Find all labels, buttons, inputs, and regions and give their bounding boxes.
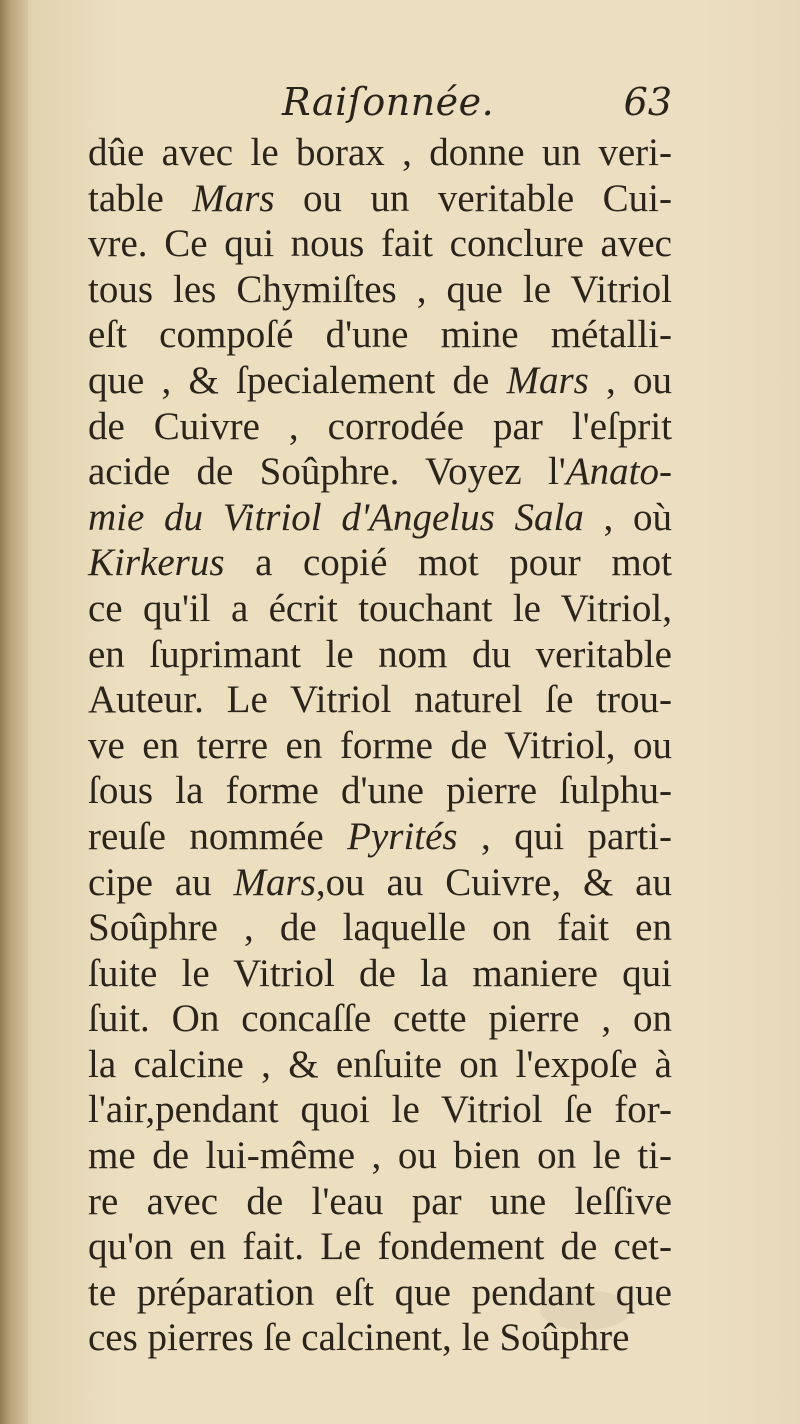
text-line [88, 768, 672, 814]
text-line [88, 404, 672, 450]
text-run: en ſuprimant le nom du veritable [88, 632, 672, 676]
text-run: eſt compoſé d'une mine métalli- [88, 313, 672, 357]
text-line [88, 814, 672, 860]
text-run: , qui parti- [457, 814, 673, 858]
text-line [88, 1042, 672, 1088]
text-run: ,ou au Cuivre, & au [315, 860, 672, 904]
italic-text: Kirkerus [88, 541, 225, 585]
text-run: acide de Soûphre. Voyez l' [88, 450, 566, 494]
italic-text: Pyrités [347, 814, 458, 858]
text-run: table [88, 176, 193, 220]
body-text [88, 130, 672, 1361]
text-line [88, 130, 672, 176]
text-line [88, 1315, 672, 1361]
text-line [88, 267, 672, 313]
text-run: ou un veritable Cui- [274, 176, 672, 220]
text-run: ſuite le Vitriol de la maniere qui [88, 951, 672, 995]
text-run: vre. Ce qui nous fait conclure avec [88, 222, 672, 266]
text-line [88, 312, 672, 358]
text-run: a copié mot pour mot [224, 541, 672, 585]
text-line [88, 221, 672, 267]
text-run: te préparation eſt que pendant que [88, 1270, 672, 1314]
text-run: de Cuivre , corrodée par l'eſprit [88, 404, 672, 448]
text-run: ces pierres ſe calcinent, le Soûphre [88, 1316, 630, 1360]
text-run: , ou [588, 358, 672, 402]
italic-text: mie du Vitriol d'Angelus Sala [88, 495, 584, 539]
italic-text: Anato- [565, 450, 672, 494]
text-line [88, 905, 672, 951]
text-line [88, 677, 672, 723]
text-run: me de lui-même , ou bien on le ti- [88, 1134, 672, 1178]
text-line [88, 1133, 672, 1179]
text-line [88, 723, 672, 769]
text-line [88, 951, 672, 997]
italic-text: Mars [233, 860, 316, 904]
text-run: dûe avec le borax , donne un veri- [88, 131, 672, 174]
text-line [88, 449, 672, 495]
text-run: re avec de l'eau par une leſſive [88, 1179, 672, 1223]
text-line [88, 495, 672, 541]
text-line [88, 176, 672, 222]
text-run: ce qu'il a écrit touchant le Vitriol, [88, 586, 672, 630]
italic-text: Mars [192, 176, 275, 220]
text-line [88, 632, 672, 678]
page-number: 63 [623, 80, 672, 124]
text-line [88, 996, 672, 1042]
text-line [88, 358, 672, 404]
italic-text: Mars [506, 358, 589, 402]
text-run: , où [583, 495, 672, 539]
text-run: Soûphre , de laquelle on fait en [88, 906, 672, 950]
text-run: la calcine , & enſuite on l'expoſe à [88, 1042, 672, 1086]
text-run: ve en terre en forme de Vitriol, ou [88, 723, 672, 767]
text-line [88, 540, 672, 586]
text-run: ſous la forme d'une pierre ſulphu- [88, 769, 672, 813]
text-run: ſuit. On concaſſe cette pierre , on [88, 997, 672, 1041]
text-run: l'air,pendant quoi le Vitriol ſe for- [88, 1088, 672, 1132]
text-line [88, 586, 672, 632]
page-header [282, 80, 672, 128]
running-title: Raiſonnée. [282, 80, 495, 124]
text-run: Auteur. Le Vitriol naturel ſe trou- [88, 678, 672, 722]
text-line [88, 1179, 672, 1225]
text-run: qu'on en fait. Le fondement de cet- [88, 1225, 672, 1269]
text-run: que , & ſpecialement de [88, 358, 507, 402]
text-line [88, 1270, 672, 1316]
text-line [88, 860, 672, 906]
text-line [88, 1087, 672, 1133]
text-line [88, 1224, 672, 1270]
text-run: tous les Chymiſtes , que le Vitriol [88, 267, 672, 311]
text-run: cipe au [88, 860, 234, 904]
text-run: reuſe nommée [88, 814, 348, 858]
page-gutter [0, 0, 28, 1424]
